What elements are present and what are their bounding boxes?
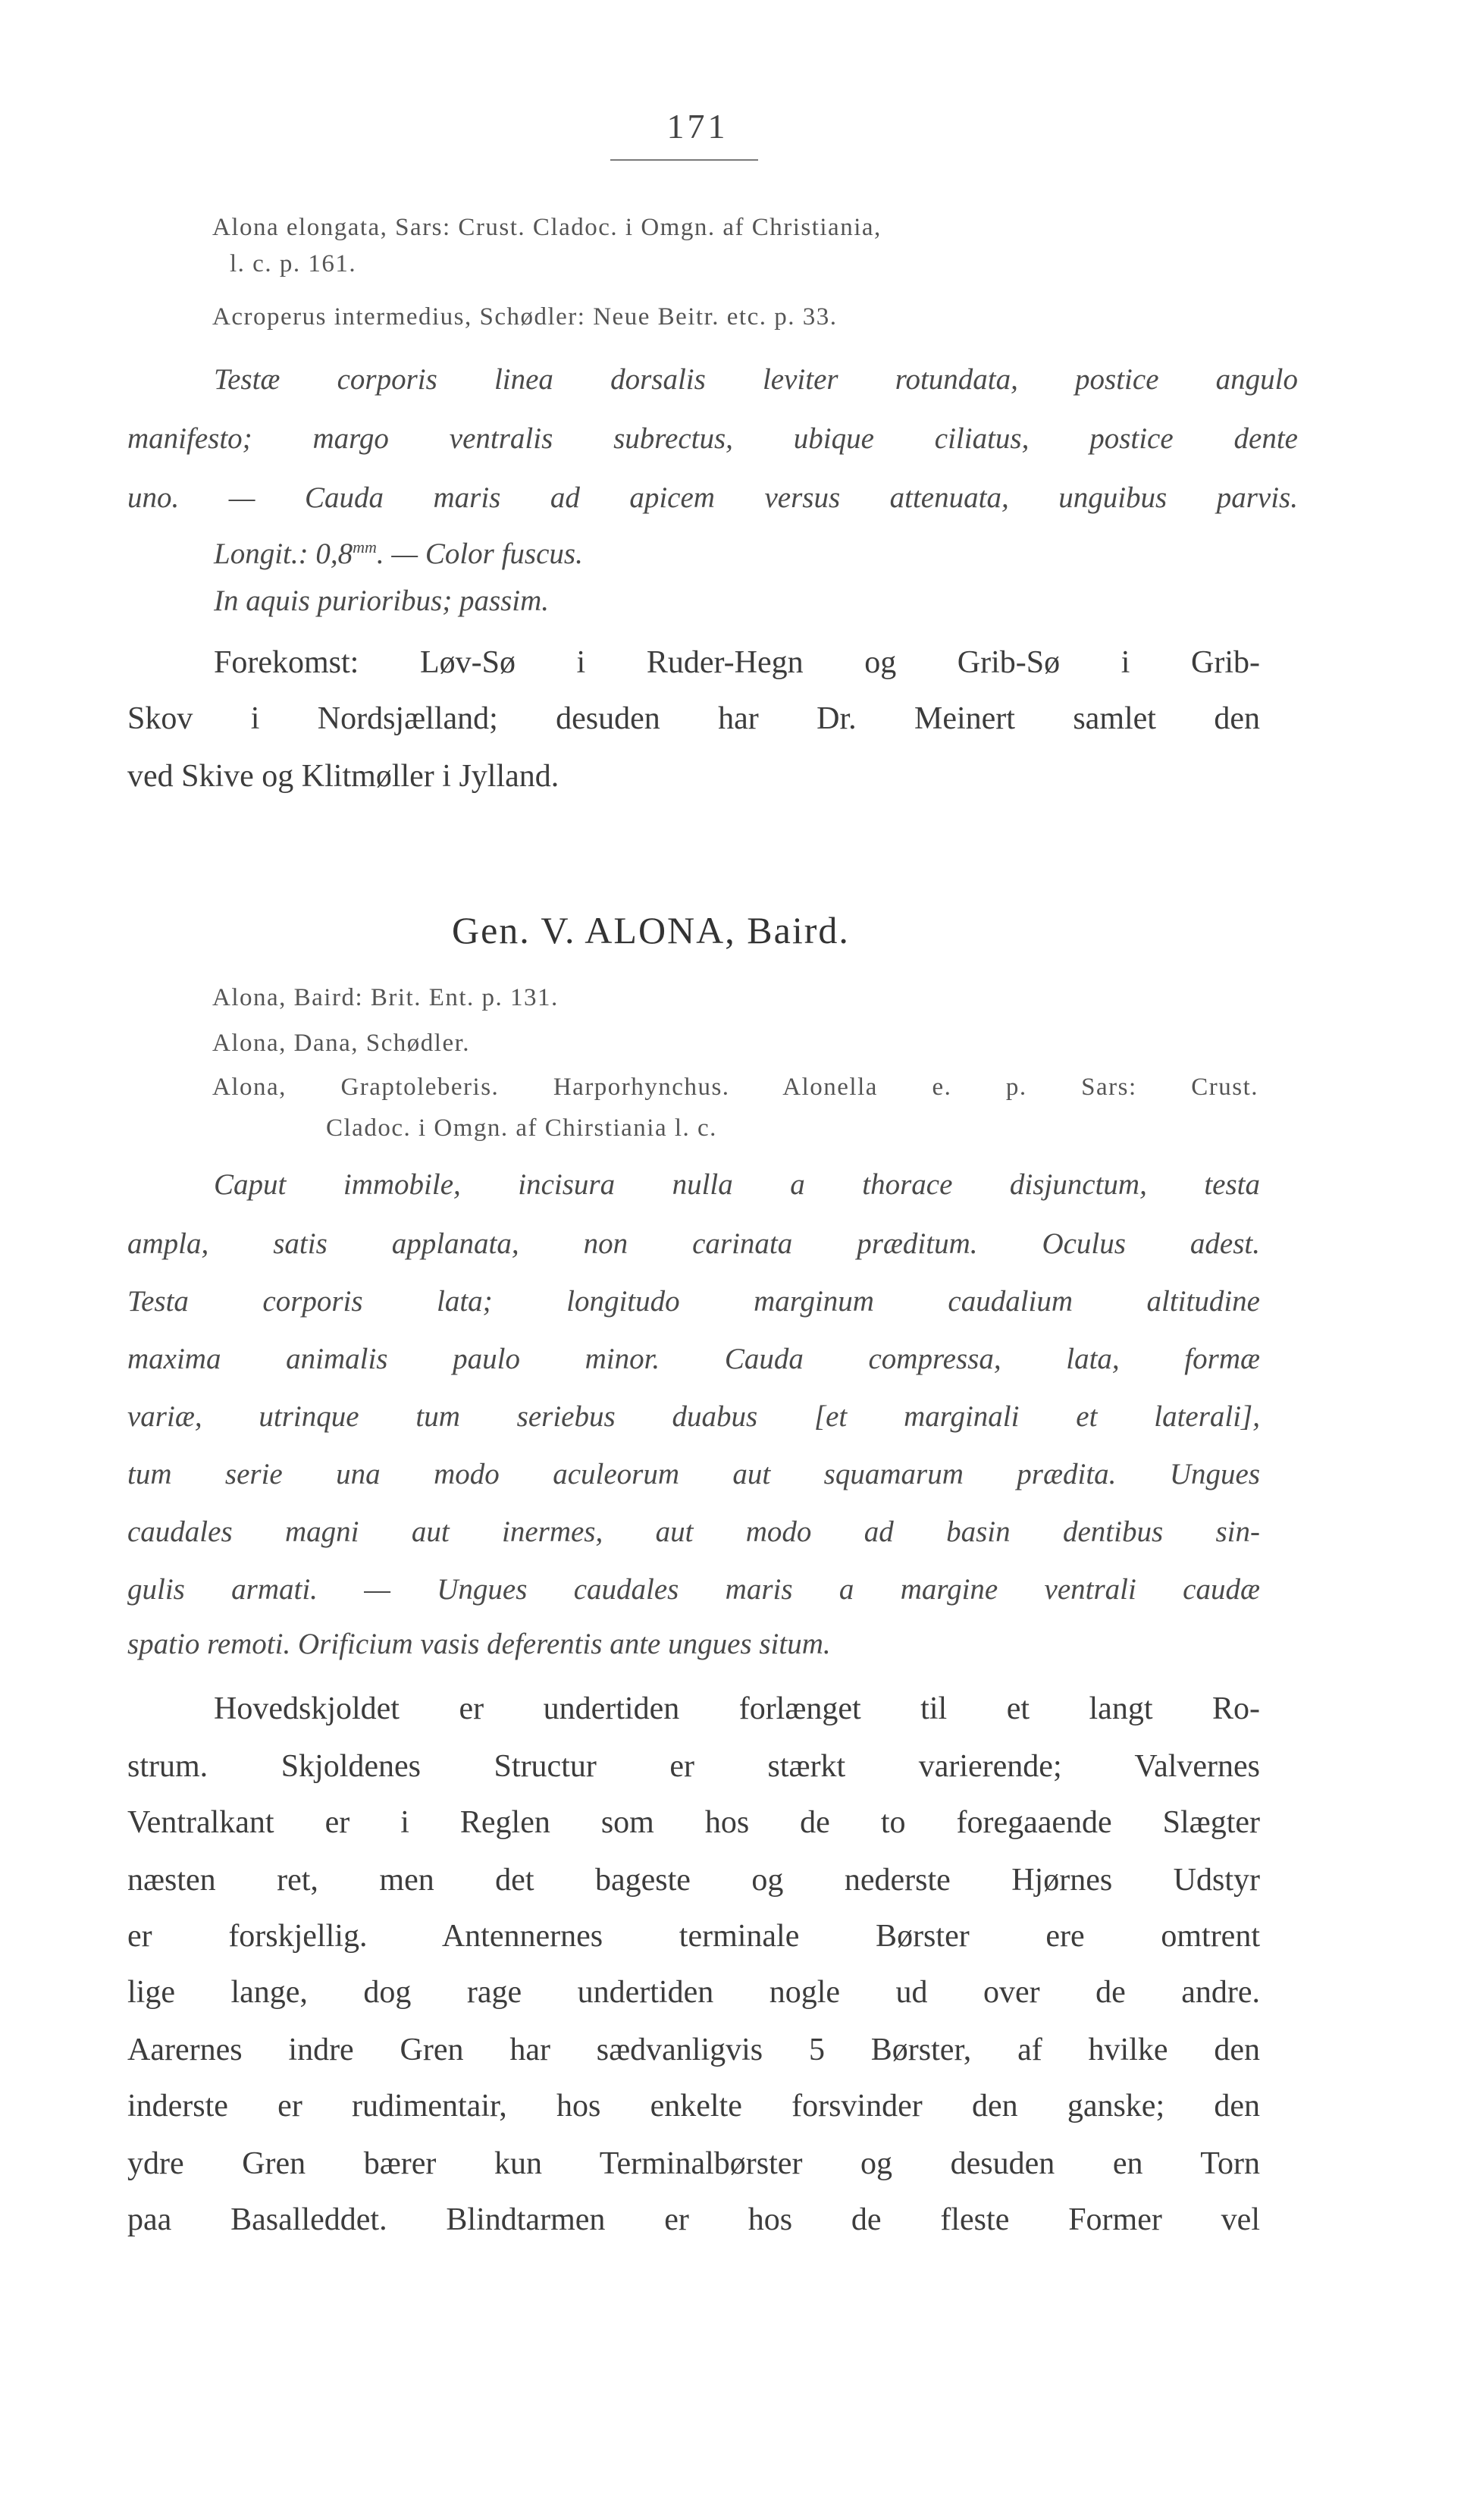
- diagnosis-line: gulis armati. — Ungues caudales maris a margine ventrali caudæ: [127, 1573, 1260, 1606]
- diagnosis-line: maxima animalis paulo minor. Cauda compressa, lata, formæ: [127, 1343, 1260, 1375]
- diagnosis-line: Testæ corporis linea dorsalis leviter rotundata, postice angulo: [214, 363, 1298, 396]
- length-value: Longit.: 0,8: [214, 538, 353, 570]
- reference-line: Alona, Graptoleberis. Harporhynchus. Alonella e. p. Sars: Crust.: [212, 1074, 1258, 1101]
- diagnosis-line: spatio remoti. Orificium vasis deferentis ante ungues situm.: [127, 1628, 831, 1660]
- reference-line: Acroperus intermedius, Schødler: Neue Beitr. etc. p. 33.: [212, 303, 838, 331]
- habitat-line: In aquis purioribus; passim.: [214, 585, 550, 617]
- diagnosis-line: manifesto; margo ventralis subrectus, ubique ciliatus, postice dente: [127, 422, 1298, 455]
- diagnosis-line: uno. — Cauda maris ad apicem versus attenuata, unguibus parvis.: [127, 481, 1298, 514]
- reference-line: l. c. p. 161.: [230, 250, 357, 277]
- description-line: inderste er rudimentair, hos enkelte forsvinder den ganske; den: [127, 2089, 1260, 2124]
- reference-line: Alona, Dana, Schødler.: [212, 1030, 471, 1057]
- diagnosis-line: tum serie una modo aculeorum aut squamarum prædita. Ungues: [127, 1458, 1260, 1490]
- reference-line: Cladoc. i Omgn. af Chirstiania l. c.: [326, 1114, 717, 1142]
- genus-heading: Gen. V. ALONA, Baird.: [452, 909, 850, 951]
- color-note: . — Color fuscus.: [376, 538, 583, 570]
- reference-line: Alona elongata, Sars: Crust. Cladoc. i Omgn. af Christiania,: [212, 214, 882, 241]
- description-line: Aarernes indre Gren har sædvanligvis 5 Børster, af hvilke den: [127, 2033, 1260, 2067]
- diagnosis-line: [214, 537, 583, 571]
- description-line: paa Basalleddet. Blindtarmen er hos de fleste Former vel: [127, 2202, 1260, 2237]
- description-line: Hovedskjoldet er undertiden forlænget til et langt Ro-: [214, 1691, 1260, 1726]
- diagnosis-line: Testa corporis lata; longitudo marginum caudalium altitudine: [127, 1285, 1260, 1318]
- diagnosis-line: Caput immobile, incisura nulla a thorace disjunctum, testa: [214, 1168, 1260, 1201]
- description-line: strum. Skjoldenes Structur er stærkt varierende; Valvernes: [127, 1749, 1260, 1784]
- description-line: er forskjellig. Antennernes terminale Børster ere omtrent: [127, 1919, 1260, 1954]
- occurrence-line: Skov i Nordsjælland; desuden har Dr. Meinert samlet den: [127, 701, 1260, 736]
- occurrence-line: Forekomst: Løv-Sø i Ruder-Hegn og Grib-Sø i Grib-: [214, 645, 1260, 680]
- length-unit: mm: [353, 538, 377, 556]
- page-number-rule: [610, 159, 758, 161]
- description-line: lige lange, dog rage undertiden nogle ud over de andre.: [127, 1975, 1260, 2010]
- occurrence-line: ved Skive og Klitmøller i Jylland.: [127, 759, 559, 794]
- description-line: næsten ret, men det bageste og nederste Hjørnes Udstyr: [127, 1863, 1260, 1898]
- description-line: Ventralkant er i Reglen som hos de to foregaaende Slægter: [127, 1805, 1260, 1840]
- diagnosis-line: caudales magni aut inermes, aut modo ad basin dentibus sin-: [127, 1515, 1260, 1548]
- diagnosis-line: ampla, satis applanata, non carinata præditum. Oculus adest.: [127, 1227, 1260, 1260]
- diagnosis-line: variæ, utrinque tum seriebus duabus [et marginali et laterali],: [127, 1400, 1260, 1433]
- page-number: 171: [666, 107, 729, 146]
- reference-line: Alona, Baird: Brit. Ent. p. 131.: [212, 984, 559, 1011]
- description-line: ydre Gren bærer kun Terminalbørster og desuden en Torn: [127, 2146, 1260, 2181]
